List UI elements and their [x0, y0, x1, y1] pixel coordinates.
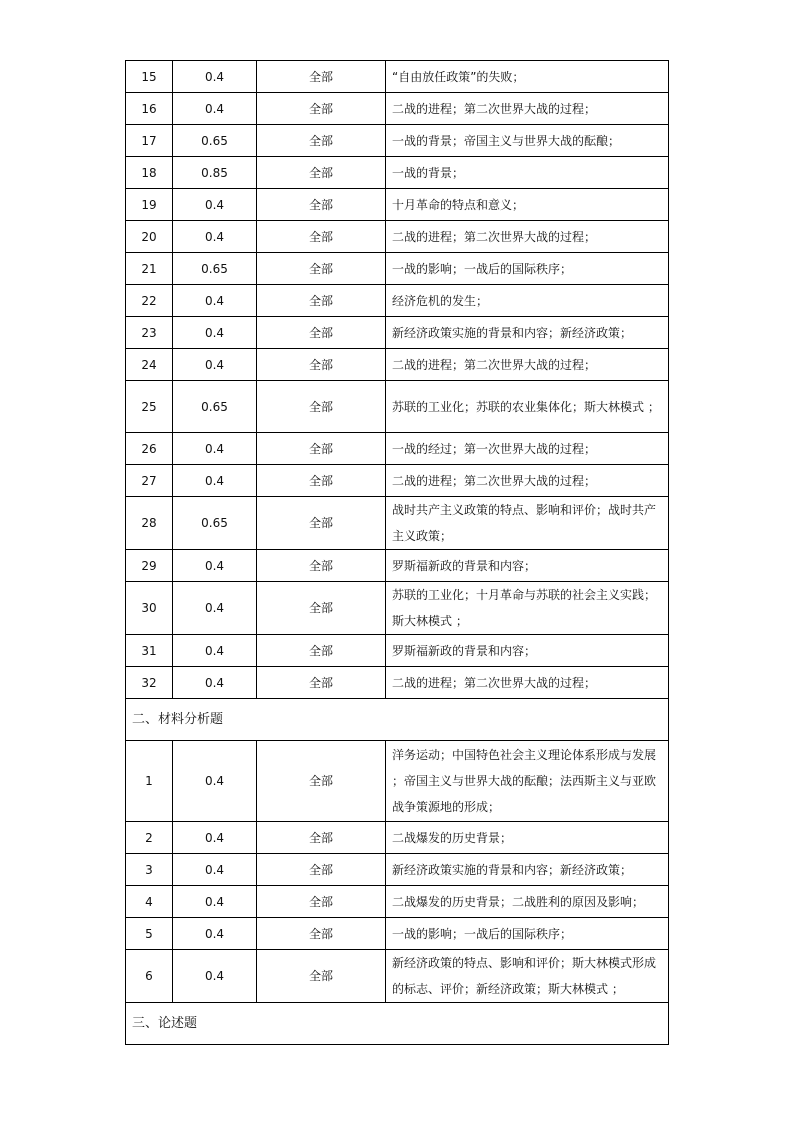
score-cell: 0.65: [173, 125, 257, 157]
scope-cell: 全部: [257, 854, 386, 886]
scope-cell: 全部: [257, 61, 386, 93]
knowledge-point-cell: 洋务运动；中国特色社会主义理论体系形成与发展 ；帝国主义与世界大战的酝酿；法西斯主义与亚欧战争策源地的形成；: [386, 741, 669, 822]
knowledge-point-cell: 二战的进程；第二次世界大战的过程；: [386, 349, 669, 381]
scope-cell: 全部: [257, 93, 386, 125]
table-row: [126, 497, 669, 550]
table-row: [126, 667, 669, 699]
table-row: [126, 741, 669, 822]
table-row: [126, 465, 669, 497]
score-cell: 0.4: [173, 582, 257, 635]
knowledge-point-cell: 一战的经过；第一次世界大战的过程；: [386, 433, 669, 465]
score-cell: 0.4: [173, 433, 257, 465]
score-cell: 0.4: [173, 93, 257, 125]
section2-heading-body: [126, 699, 669, 741]
knowledge-point-cell: 一战的背景；: [386, 157, 669, 189]
knowledge-point-cell: 二战的进程；第二次世界大战的过程；: [386, 221, 669, 253]
question-number: 18: [126, 157, 173, 189]
scope-cell: 全部: [257, 317, 386, 349]
scope-cell: 全部: [257, 285, 386, 317]
knowledge-point-cell: 二战爆发的历史背景；: [386, 822, 669, 854]
question-number: 29: [126, 550, 173, 582]
scope-cell: 全部: [257, 497, 386, 550]
score-cell: 0.85: [173, 157, 257, 189]
knowledge-point-cell: 二战的进程；第二次世界大战的过程；: [386, 465, 669, 497]
table-row: [126, 253, 669, 285]
knowledge-point-cell: 罗斯福新政的背景和内容；: [386, 550, 669, 582]
table-row: [126, 189, 669, 221]
scope-cell: 全部: [257, 349, 386, 381]
score-cell: 0.4: [173, 918, 257, 950]
score-cell: 0.4: [173, 221, 257, 253]
question-number: 16: [126, 93, 173, 125]
score-cell: 0.4: [173, 635, 257, 667]
scope-cell: 全部: [257, 950, 386, 1003]
question-number: 15: [126, 61, 173, 93]
table-row: [126, 317, 669, 349]
scope-cell: 全部: [257, 465, 386, 497]
section3-heading-body: [126, 1003, 669, 1045]
knowledge-point-cell: 罗斯福新政的背景和内容；: [386, 635, 669, 667]
scope-cell: 全部: [257, 635, 386, 667]
score-cell: 0.4: [173, 317, 257, 349]
score-cell: 0.65: [173, 381, 257, 433]
scope-cell: 全部: [257, 381, 386, 433]
knowledge-point-cell: 苏联的工业化；苏联的农业集体化；斯大林模式 ；: [386, 381, 669, 433]
score-cell: 0.65: [173, 253, 257, 285]
question-number: 32: [126, 667, 173, 699]
scope-cell: 全部: [257, 221, 386, 253]
question-number: 27: [126, 465, 173, 497]
scope-cell: 全部: [257, 886, 386, 918]
score-cell: 0.4: [173, 854, 257, 886]
question-number: 5: [126, 918, 173, 950]
scope-cell: 全部: [257, 189, 386, 221]
section1-body: [126, 61, 669, 699]
score-cell: 0.4: [173, 822, 257, 854]
knowledge-point-cell: 一战的影响；一战后的国际秩序；: [386, 918, 669, 950]
knowledge-point-cell: 二战爆发的历史背景；二战胜利的原因及影响；: [386, 886, 669, 918]
table-row: [126, 854, 669, 886]
question-number: 22: [126, 285, 173, 317]
scope-cell: 全部: [257, 125, 386, 157]
table-row: [126, 125, 669, 157]
table-row: [126, 582, 669, 635]
table-row: [126, 221, 669, 253]
question-number: 3: [126, 854, 173, 886]
score-cell: 0.4: [173, 886, 257, 918]
question-number: 19: [126, 189, 173, 221]
question-number: 4: [126, 886, 173, 918]
score-cell: 0.4: [173, 667, 257, 699]
question-number: 20: [126, 221, 173, 253]
scope-cell: 全部: [257, 157, 386, 189]
scope-cell: 全部: [257, 433, 386, 465]
table-row: [126, 918, 669, 950]
score-cell: 0.4: [173, 465, 257, 497]
knowledge-point-cell: 二战的进程；第二次世界大战的过程；: [386, 667, 669, 699]
score-cell: 0.4: [173, 61, 257, 93]
document-page: [125, 60, 668, 1045]
table-row: [126, 157, 669, 189]
table-row: [126, 550, 669, 582]
score-cell: 0.4: [173, 285, 257, 317]
table-row: [126, 349, 669, 381]
knowledge-point-cell: 二战的进程；第二次世界大战的过程；: [386, 93, 669, 125]
scope-cell: 全部: [257, 918, 386, 950]
table-row: [126, 61, 669, 93]
score-cell: 0.4: [173, 189, 257, 221]
knowledge-point-cell: 新经济政策实施的背景和内容；新经济政策；: [386, 317, 669, 349]
knowledge-point-cell: 经济危机的发生；: [386, 285, 669, 317]
knowledge-point-cell: 战时共产主义政策的特点、影响和评价；战时共产主义政策；: [386, 497, 669, 550]
knowledge-point-cell: 新经济政策实施的背景和内容；新经济政策；: [386, 854, 669, 886]
question-number: 26: [126, 433, 173, 465]
section-title: 二、材料分析题: [126, 699, 669, 741]
knowledge-point-cell: “自由放任政策”的失败；: [386, 61, 669, 93]
score-cell: 0.4: [173, 950, 257, 1003]
score-cell: 0.65: [173, 497, 257, 550]
scope-cell: 全部: [257, 741, 386, 822]
table-row: [126, 822, 669, 854]
table-row: [126, 381, 669, 433]
knowledge-point-cell: 十月革命的特点和意义；: [386, 189, 669, 221]
knowledge-point-cell: 苏联的工业化；十月革命与苏联的社会主义实践；斯大林模式 ；: [386, 582, 669, 635]
table-row: [126, 886, 669, 918]
scope-cell: 全部: [257, 822, 386, 854]
table-row: [126, 285, 669, 317]
score-cell: 0.4: [173, 550, 257, 582]
question-number: 6: [126, 950, 173, 1003]
question-number: 30: [126, 582, 173, 635]
question-number: 23: [126, 317, 173, 349]
scope-cell: 全部: [257, 253, 386, 285]
table-row: [126, 635, 669, 667]
section-title: 三、论述题: [126, 1003, 669, 1045]
scope-cell: 全部: [257, 582, 386, 635]
knowledge-point-cell: 一战的背景；帝国主义与世界大战的酝酿；: [386, 125, 669, 157]
table-row: [126, 433, 669, 465]
scope-cell: 全部: [257, 550, 386, 582]
question-number: 24: [126, 349, 173, 381]
score-cell: 0.4: [173, 741, 257, 822]
knowledge-point-cell: 新经济政策的特点、影响和评价；斯大林模式形成的标志、评价；新经济政策；斯大林模式 ；: [386, 950, 669, 1003]
section2-body: [126, 741, 669, 1003]
table-row: [126, 93, 669, 125]
scope-cell: 全部: [257, 667, 386, 699]
score-table: [125, 60, 669, 1045]
knowledge-point-cell: 一战的影响；一战后的国际秩序；: [386, 253, 669, 285]
question-number: 2: [126, 822, 173, 854]
question-number: 28: [126, 497, 173, 550]
question-number: 25: [126, 381, 173, 433]
question-number: 31: [126, 635, 173, 667]
table-row: [126, 950, 669, 1003]
question-number: 1: [126, 741, 173, 822]
question-number: 21: [126, 253, 173, 285]
score-cell: 0.4: [173, 349, 257, 381]
question-number: 17: [126, 125, 173, 157]
